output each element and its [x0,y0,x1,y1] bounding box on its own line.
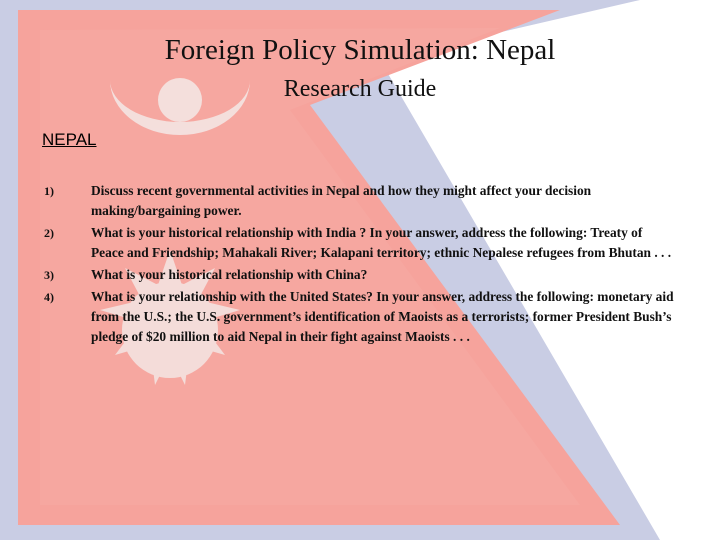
section-heading: NEPAL [42,130,97,149]
list-item-number: 1) [44,184,54,198]
page-subtitle: Research Guide [283,76,437,102]
list-item [44,287,674,347]
list-item-text: Discuss recent governmental activities in Nepal and how they might affect your decision making/bargaining power. [91,183,592,218]
list-item-number: 4) [44,290,54,304]
list-item-number: 3) [44,268,54,282]
list-item-text: What is your historical relationship with China? [91,267,368,282]
list-item [44,181,674,221]
list-item-text: What is your relationship with the United States? In your answer, address the following: monetary aid from the U.S.; the U.S. government’s identification of Maoists as a terrorists; former President Bush’s pledge of $20 million to aid Nepal in their fight against Maoists . . . [91,289,674,344]
list-item-text: What is your historical relationship with India ? In your answer, address the following: Treaty of Peace and Friendship; Mahakali River; Kalapani territory; ethnic Nepalese refugees from Bhutan . . . [91,225,672,260]
list-item [44,223,674,263]
question-list [44,181,674,349]
list-item [44,265,674,285]
list-item-number: 2) [44,226,54,240]
page-title: Foreign Policy Simulation: Nepal [164,34,556,66]
